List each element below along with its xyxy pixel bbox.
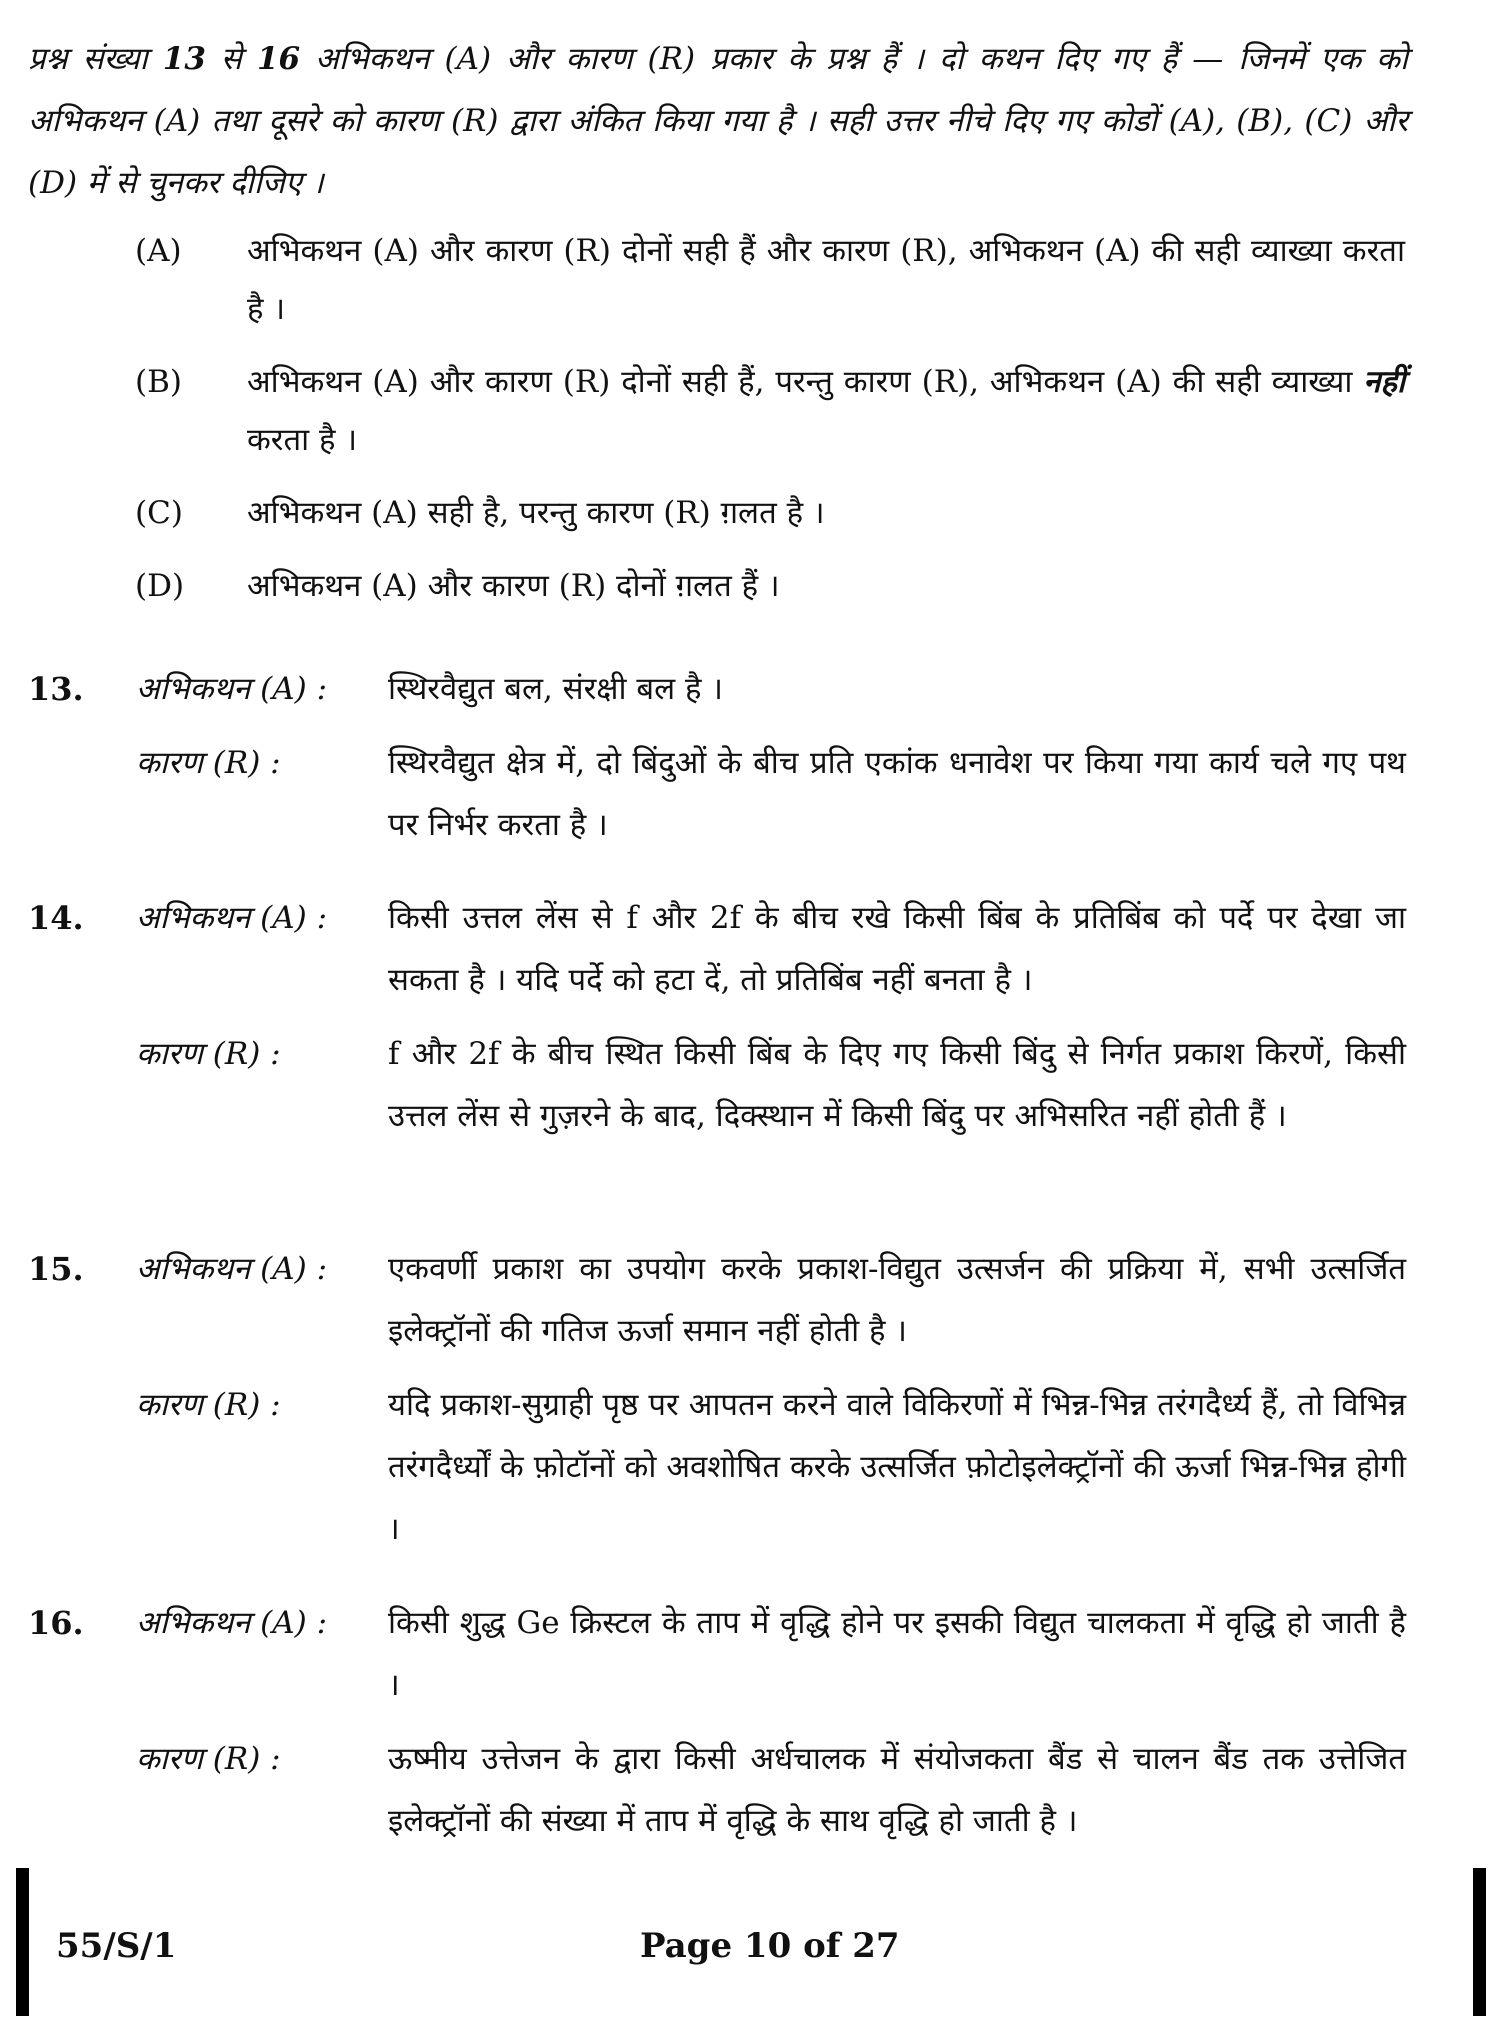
reason-label: कारण (R) :: [136, 745, 281, 781]
answer-code-option-b: [135, 353, 1405, 469]
option-text: अभिकथन (A) और कारण (R) दोनों ग़लत हैं ।: [247, 568, 780, 604]
reason-text: स्थिरवैद्युत क्षेत्र में, दो बिंदुओं के बीच प्रति एकांक धनावेश पर किया गया कार्य चले गए पथ पर निर्भर करता है ।: [388, 745, 1406, 843]
option-label: (C): [135, 495, 183, 531]
option-label: (D): [135, 568, 185, 604]
option-text: अभिकथन (A) और कारण (R) दोनों सही हैं, परन्तु कारण (R), अभिकथन (A) की सही व्याख्या नहीं करता है ।: [247, 364, 1405, 458]
intro-text: प्रश्न संख्या: [28, 41, 163, 77]
option-text: अभिकथन (A) और कारण (R) दोनों सही हैं और कारण (R), अभिकथन (A) की सही व्याख्या करता है ।: [247, 233, 1405, 327]
intro-text: से: [205, 41, 257, 77]
assertion-text: किसी शुद्ध Ge क्रिस्टल के ताप में वृद्धि होने पर इसकी विद्युत चालकता में वृद्धि हो जाती है ।: [388, 1605, 1406, 1703]
question-range-end: 16: [256, 41, 301, 77]
instructions-paragraph: [28, 28, 1408, 214]
reason-label: कारण (R) :: [136, 1036, 281, 1072]
question-number: 14.: [28, 899, 84, 937]
assertion-row: [28, 887, 1406, 1011]
question-number: 13.: [28, 670, 84, 708]
answer-code-option-a: [135, 222, 1405, 338]
emphasis-text: नहीं: [1363, 364, 1405, 400]
question-14: [28, 887, 1406, 1147]
page-footer: [0, 1868, 1505, 2018]
assertion-row: [28, 1238, 1406, 1362]
page-number: Page 10 of 27: [640, 1926, 900, 1966]
reason-label: कारण (R) :: [136, 1741, 281, 1777]
intro-text: अभिकथन (A) और कारण (R) प्रकार के प्रश्न हैं । दो कथन दिए गए हैं — जिनमें एक को अभिकथन (A) तथा दूसरे को कारण (R) द्वारा अंकित किया गया है । सही उत्तर नीचे दिए गए कोडों (A), (B), (C) और (D) में से चुनकर दीजिए ।: [28, 41, 1408, 201]
reason-row: [28, 1023, 1406, 1147]
question-16: [28, 1592, 1406, 1852]
question-range-start: 13: [162, 41, 206, 77]
assertion-row: [28, 658, 1406, 720]
paper-code: 55/S/1: [56, 1926, 177, 1966]
assertion-label: अभिकथन (A) :: [136, 1605, 328, 1641]
assertion-row: [28, 1592, 1406, 1716]
question-15: [28, 1238, 1406, 1560]
answer-code-option-d: [135, 557, 1405, 615]
right-margin-bar: [1473, 1868, 1486, 2016]
question-number: 16.: [28, 1604, 84, 1642]
reason-row: [28, 1728, 1406, 1852]
assertion-label: अभिकथन (A) :: [136, 900, 328, 936]
reason-text: यदि प्रकाश-सुग्राही पृष्ठ पर आपतन करने वाले विकिरणों में भिन्न-भिन्न तरंगदैर्ध्य हैं, तो विभिन्न तरंगदैर्ध्यों के फ़ोटॉनों को अवशोषित करके उत्सर्जित फ़ोटोइलेक्ट्रॉनों की ऊर्जा भिन्न-भिन्न होगी ।: [388, 1387, 1406, 1547]
assertion-text: स्थिरवैद्युत बल, संरक्षी बल है ।: [388, 671, 724, 707]
assertion-label: अभिकथन (A) :: [136, 671, 328, 707]
answer-code-option-c: [135, 484, 1405, 542]
reason-text: f और 2f के बीच स्थित किसी बिंब के दिए गए किसी बिंदु से निर्गत प्रकाश किरणें, किसी उत्तल लेंस से गुज़रने के बाद, दिक्स्थान में किसी बिंदु पर अभिसरित नहीं होती हैं ।: [388, 1036, 1406, 1134]
question-13: [28, 658, 1406, 856]
assertion-text: किसी उत्तल लेंस से f और 2f के बीच रखे किसी बिंब के प्रतिबिंब को पर्दे पर देखा जा सकता है । यदि पर्दे को हटा दें, तो प्रतिबिंब नहीं बनता है ।: [388, 900, 1406, 998]
reason-row: [28, 732, 1406, 856]
reason-text: ऊष्मीय उत्तेजन के द्वारा किसी अर्धचालक में संयोजकता बैंड से चालन बैंड तक उत्तेजित इलेक्ट्रॉनों की संख्या में ताप में वृद्धि के साथ वृद्धि हो जाती है ।: [388, 1741, 1406, 1839]
option-label: (B): [135, 364, 182, 400]
option-text: अभिकथन (A) सही है, परन्तु कारण (R) ग़लत है ।: [247, 495, 825, 531]
reason-label: कारण (R) :: [136, 1387, 281, 1423]
assertion-label: अभिकथन (A) :: [136, 1251, 328, 1287]
assertion-text: एकवर्णी प्रकाश का उपयोग करके प्रकाश-विद्युत उत्सर्जन की प्रक्रिया में, सभी उत्सर्जित इलेक्ट्रॉनों की गतिज ऊर्जा समान नहीं होती है ।: [388, 1251, 1406, 1349]
left-margin-bar: [16, 1868, 29, 2016]
reason-row: [28, 1374, 1406, 1560]
question-number: 15.: [28, 1250, 84, 1288]
option-label: (A): [135, 233, 182, 269]
